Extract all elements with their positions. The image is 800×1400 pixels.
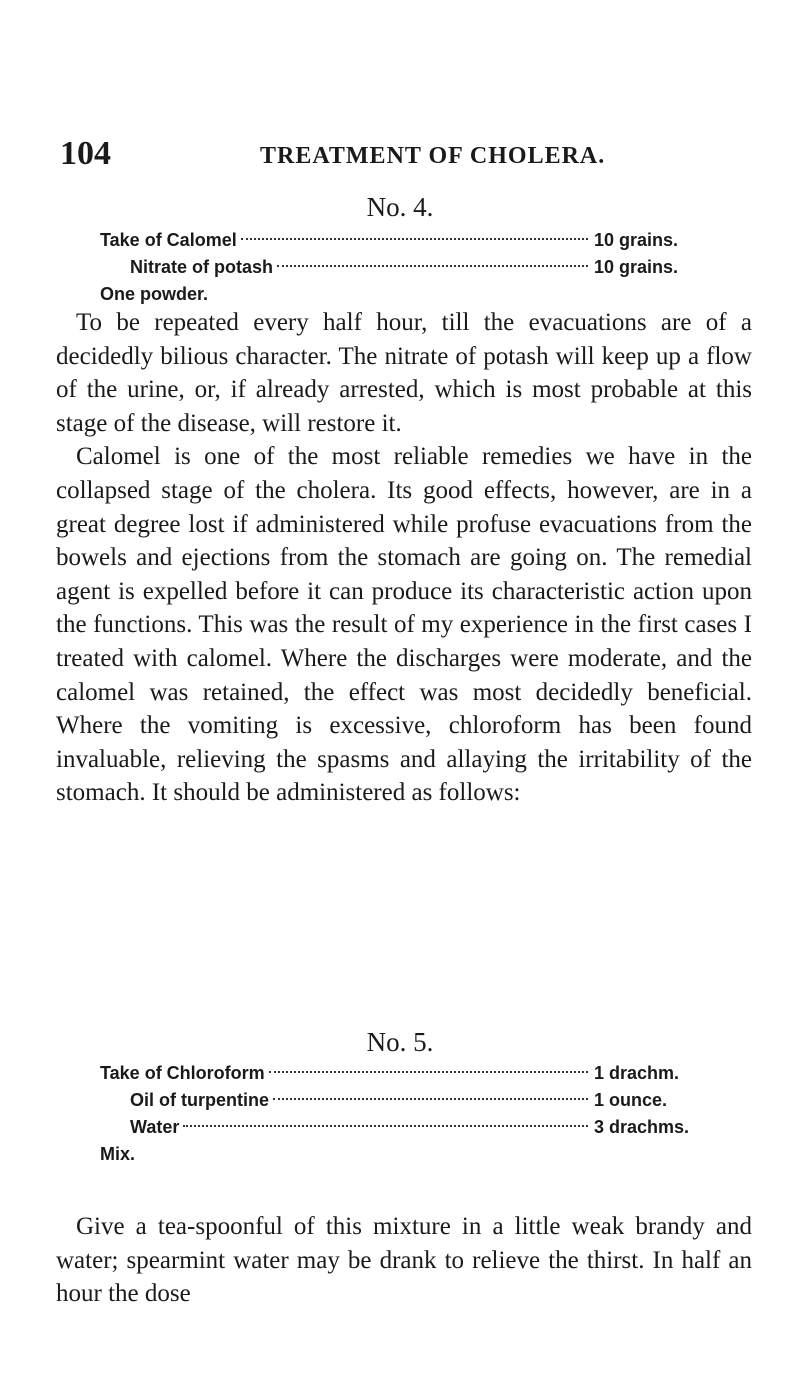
prescription-line bbox=[100, 1060, 700, 1087]
prescription-quantity: 10 grains. bbox=[594, 257, 679, 277]
paragraph: Give a tea-spoonful of this mixture in a little weak brandy and water; spearmint water may be drank to relieve the thirst. In half an hour the dose bbox=[56, 1213, 752, 1308]
dot-leader bbox=[277, 265, 588, 267]
prescription-note: Mix. bbox=[100, 1144, 136, 1164]
page-number: 104 bbox=[60, 135, 111, 172]
prescription-quantity: 1 drachm. bbox=[594, 1063, 680, 1083]
page-header bbox=[60, 134, 760, 174]
prescription-line bbox=[100, 1087, 700, 1114]
prescription-heading: No. 5. bbox=[366, 1027, 434, 1057]
dot-leader bbox=[241, 238, 588, 240]
prescription-quantity: 3 drachms. bbox=[594, 1117, 690, 1137]
prescription-item: Take of Calomel bbox=[100, 230, 237, 250]
prescription-line bbox=[100, 227, 700, 254]
body-text-section bbox=[56, 1210, 752, 1311]
prescription-line bbox=[100, 1114, 700, 1141]
prescription-line bbox=[100, 254, 700, 281]
prescription-quantity: 1 ounce. bbox=[594, 1090, 668, 1110]
prescription-item: Oil of turpentine bbox=[130, 1090, 269, 1110]
body-text-section bbox=[56, 306, 752, 810]
prescription-block bbox=[100, 1060, 700, 1168]
prescription-item: Nitrate of potash bbox=[130, 257, 274, 277]
prescription-heading: No. 4. bbox=[366, 192, 434, 222]
prescription-block bbox=[100, 227, 700, 308]
prescription-quantity: 10 grains. bbox=[594, 230, 679, 250]
paragraph: Calomel is one of the most reliable remedies we have in the collapsed stage of the cholera. Its good effects, however, are in a great degree lost if administered while profuse evacuations from the bowels and ejections from the stomach are going on. The remedial agent is expelled before it can produce its characteristic action upon the functions. This was the result of my experience in the first cases I treated with calomel. Where the discharges were moderate, and the calomel was retained, the effect was most decidedly beneficial. Where the vomiting is excessive, chloroform has been found invaluable, relieving the spasms and allaying the irritability of the stomach. It should be administered as follows: bbox=[56, 443, 752, 807]
dot-leader bbox=[183, 1125, 588, 1127]
prescription-item: Take of Chloroform bbox=[100, 1063, 265, 1083]
prescription-item: Water bbox=[130, 1117, 180, 1137]
dot-leader bbox=[273, 1098, 588, 1100]
dot-leader bbox=[269, 1071, 588, 1073]
paragraph: To be repeated every half hour, till the evacuations are of a decidedly bilious character. The nitrate of potash will keep up a flow of the urine, or, if already arrested, which is most probable at this stage of the disease, will restore it. bbox=[56, 309, 752, 437]
prescription-note: One powder. bbox=[100, 284, 209, 304]
running-title: TREATMENT OF CHOLERA. bbox=[260, 143, 606, 169]
